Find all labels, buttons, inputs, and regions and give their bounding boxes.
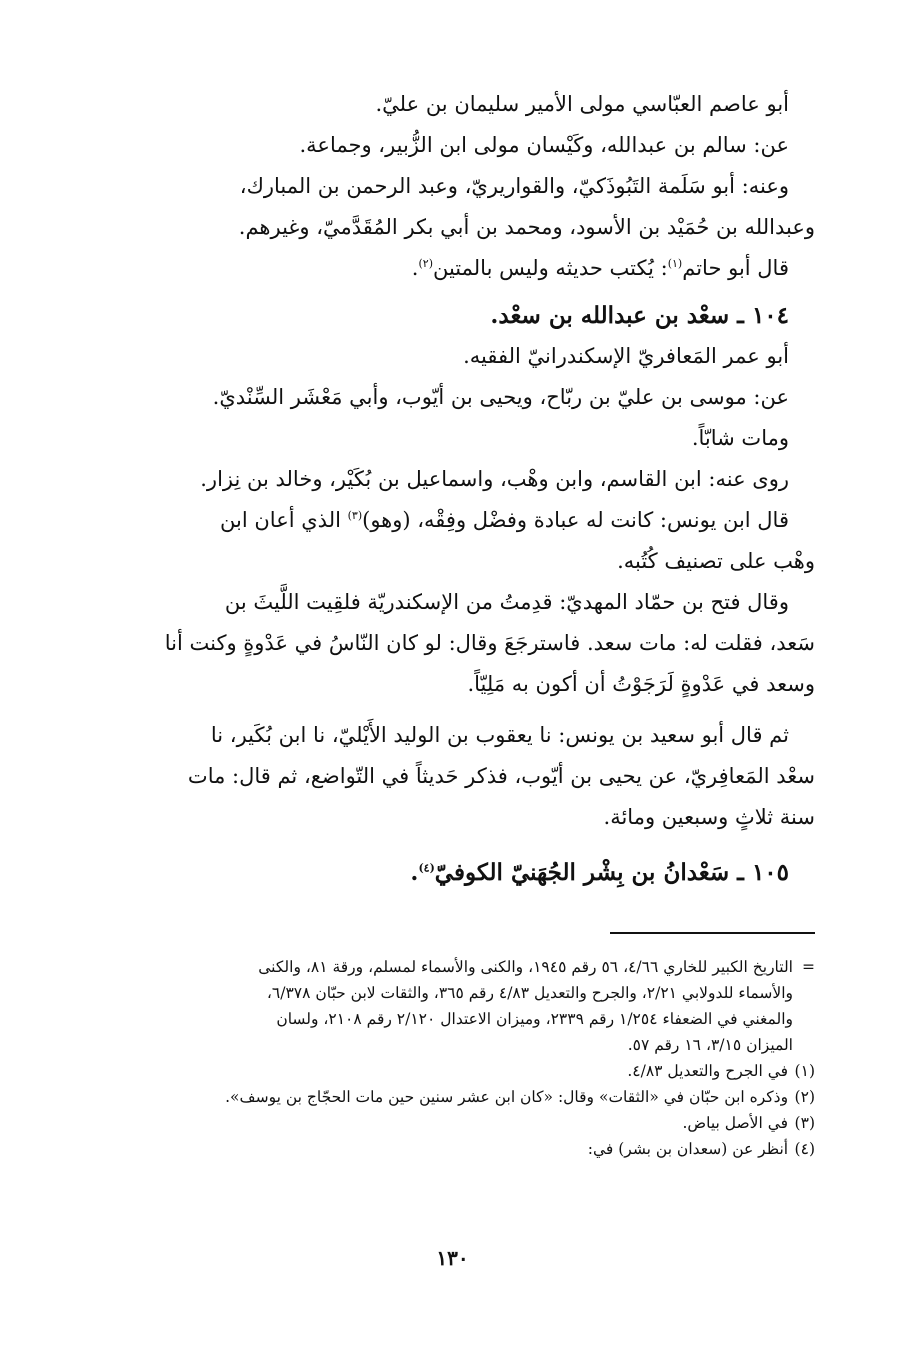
text-line: وهْب على تصنيف كُتُبه. <box>617 549 815 573</box>
text-fragment: . <box>410 859 419 886</box>
footnote-text: في الأصل بياض. <box>682 1114 789 1132</box>
text-line: روى عنه: ابن القاسم، وابن وهْب، واسماعيل بن بُكَيْر، وخالد بن نِزار. <box>200 467 789 491</box>
footnote-line: الميزان ٣/١٥، ١٦ رقم ٥٧. <box>627 1036 793 1054</box>
footnote-line: والأسماء للدولابي ٢/٢١، والجرح والتعديل ٤/٨٣ رقم ٣٦٥، والثقات لابن حبّان ٦/٣٧٨، <box>266 984 793 1002</box>
footnote-ref[interactable]: (٤) <box>418 861 435 875</box>
main-text <box>90 84 815 893</box>
footnote-item <box>90 1136 815 1162</box>
text-line: أبو عمر المَعافريّ الإسكندرانيّ الفقيه. <box>463 344 789 368</box>
text-fragment: الذي أعان ابن <box>220 508 348 532</box>
entry-heading <box>90 852 815 893</box>
footnote-line: والمغني في الضعفاء ١/٢٥٤ رقم ٢٣٣٩، وميزان الاعتدال ٢/١٢٠ رقم ٢١٠٨، ولسان <box>276 1010 793 1028</box>
text-line: سعْد المَعافِريّ، عن يحيى بن أيّوب، فذكر حَديثاً في التّواضع، ثم قال: مات <box>187 764 815 788</box>
footnote-line <box>90 954 815 980</box>
book-page <box>90 84 815 1270</box>
footnotes <box>90 954 815 1162</box>
text-line: وقال فتح بن حمّاد المهديّ: قدِمتُ من الإسكندريّة فلقِيت اللَّيثَ بن <box>224 590 789 614</box>
text-fragment: قال ابن يونس: كانت له عبادة وفضْل وفِقْه، (وهو) <box>362 508 789 532</box>
footnote-marker: (٤) <box>794 1140 815 1158</box>
text-line <box>90 500 815 541</box>
text-line: وسعد في عَدْوةٍ لَرَجَوْتُ أن أكون به مَلِيّاً. <box>467 672 815 696</box>
text-line: وعبدالله بن حُمَيْد بن الأسود، ومحمد بن أبي بكر المُقَدَّميّ، وغيرهم. <box>238 215 815 239</box>
text-line: عن: موسى بن عليّ بن ربّاح، ويحيى بن أيّوب، وأبي مَعْشَر السِّنْديّ. <box>212 385 789 409</box>
paragraph-gap <box>90 705 815 715</box>
text-fragment: قال أبو حاتم <box>682 256 789 280</box>
footnote-item <box>90 1110 815 1136</box>
footnote-text: أنظر عن (سعدان بن بشر) في: <box>587 1140 789 1158</box>
footnote-text: التاريخ الكبير للخاري ٤/٦٦، ٥٦ رقم ١٩٤٥، والكنى والأسماء لمسلم، ورقة ٨١، والكنى <box>258 958 793 976</box>
text-line: عن: سالم بن عبدالله، وكَيْسان مولى ابن الزُّبير، وجماعة. <box>299 133 789 157</box>
footnote-ref[interactable]: (١) <box>667 257 683 270</box>
footnote-item <box>90 1084 815 1110</box>
footnote-text: في الجرح والتعديل ٤/٨٣. <box>627 1062 789 1080</box>
entry-heading: ١٠٤ ـ سعْد بن عبدالله بن سعْد. <box>490 302 789 329</box>
text-line: سَعد، فقلت له: مات سعد. فاسترجَعَ وقال: لو كان النّاسُ في عَدْوةٍ وكنت أنا <box>164 631 815 655</box>
page-number: ١٣٠ <box>436 1246 469 1270</box>
footnote-divider <box>610 932 815 934</box>
footnote-ref[interactable]: (٢) <box>418 257 433 270</box>
text-line: سنة ثلاثٍ وسبعين ومائة. <box>603 805 815 829</box>
footnote-marker: = <box>802 958 815 976</box>
footnote-marker: (١) <box>794 1062 815 1080</box>
text-line: وعنه: أبو سَلَمة التَبُوذَكيّ، والقواريريّ، وعبد الرحمن بن المبارك، <box>239 174 789 198</box>
entry-heading-text: ١٠٥ ـ سَعْدانُ بن بِشْر الجُهَنيّ الكوفيّ <box>434 859 789 886</box>
footnote-ref[interactable]: (٣) <box>347 509 363 522</box>
text-fragment: . <box>411 256 419 280</box>
footnote-marker: (٣) <box>794 1114 815 1132</box>
text-fragment: : يُكتب حديثه وليس بالمتين <box>432 256 668 280</box>
footnote-marker: (٢) <box>794 1088 815 1106</box>
text-line: ومات شابّاً. <box>691 426 789 450</box>
text-line: ثم قال أبو سعيد بن يونس: نا يعقوب بن الوليد الأَيْليّ، نا ابن بُكَير، نا <box>210 723 789 747</box>
text-line: أبو عاصم العبّاسي مولى الأمير سليمان بن عليّ. <box>375 92 789 116</box>
footnote-item <box>90 1058 815 1084</box>
text-line <box>90 248 815 289</box>
footnote-text: وذكره ابن حبّان في «الثقات» وقال: «كان ابن عشر سنين حين مات الحجّاج بن يوسف». <box>225 1088 789 1106</box>
